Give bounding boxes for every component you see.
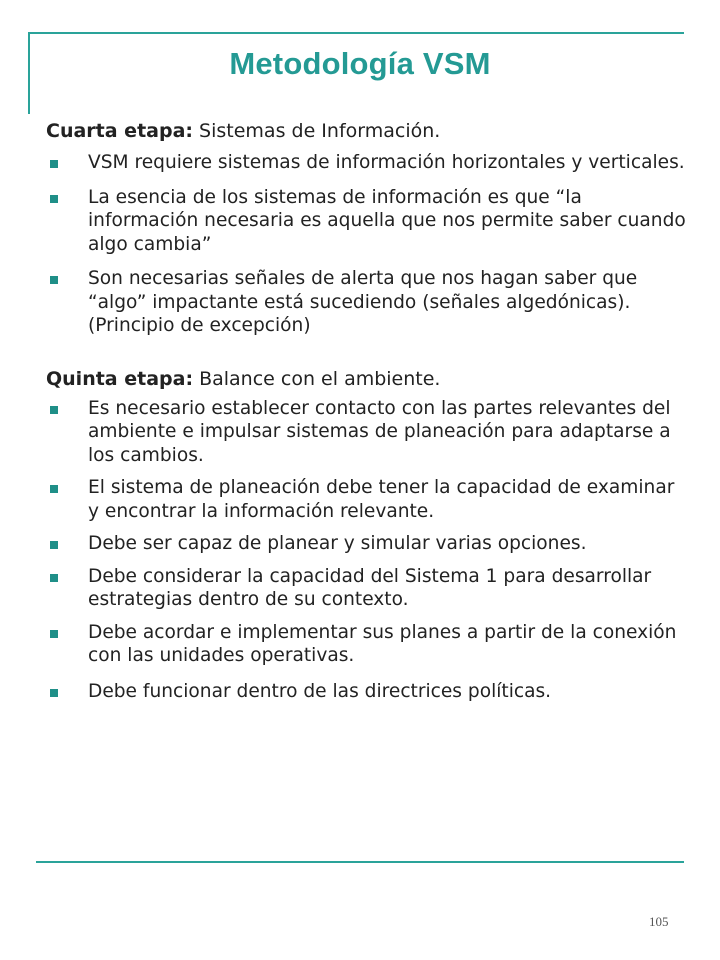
page-title: Metodología VSM <box>229 46 491 81</box>
list-item <box>46 621 686 668</box>
footer-divider <box>36 861 684 863</box>
list-item <box>46 397 686 468</box>
list-item-text: La esencia de los sistemas de información es que “la información necesaria es aquella que nos permite saber cuando algo cambia” <box>88 186 686 255</box>
list-item <box>46 680 686 704</box>
section4-heading <box>46 118 686 144</box>
square-bullet-icon <box>50 195 58 203</box>
list-item-text: Debe considerar la capacidad del Sistema 1 para desarrollar estrategias dentro de su contexto. <box>88 565 652 610</box>
list-item-text: Son necesarias señales de alerta que nos hagan saber que “algo” impactante está sucediendo (señales algedónicas). (Principio de excepción) <box>88 268 638 336</box>
slide-content <box>46 118 686 703</box>
frame-top-line <box>28 32 684 34</box>
list-item-text: Debe funcionar dentro de las directrices políticas. <box>88 680 552 702</box>
square-bullet-icon <box>50 630 58 638</box>
list-item <box>46 476 686 523</box>
section4-label: Cuarta etapa: <box>46 120 193 142</box>
section5-bullet-list <box>46 397 686 704</box>
square-bullet-icon <box>50 406 58 414</box>
list-item-text: VSM requiere sistemas de información horizontales y verticales. <box>88 152 685 173</box>
list-item <box>46 532 686 556</box>
list-item-text: Debe acordar e implementar sus planes a partir de la conexión con las unidades operativas. <box>88 621 677 666</box>
list-item <box>46 267 686 338</box>
square-bullet-icon <box>50 541 58 549</box>
square-bullet-icon <box>50 574 58 582</box>
list-item <box>46 186 686 257</box>
section4-bullet-list <box>46 151 686 338</box>
list-item <box>46 151 686 175</box>
square-bullet-icon <box>50 276 58 284</box>
list-item-text: El sistema de planeación debe tener la capacidad de examinar y encontrar la información relevante. <box>88 477 675 522</box>
square-bullet-icon <box>50 160 58 168</box>
section5-heading <box>46 366 686 392</box>
list-item <box>46 565 686 612</box>
square-bullet-icon <box>50 689 58 697</box>
page-number: 105 <box>649 914 669 929</box>
list-item-text: Debe ser capaz de planear y simular varias opciones. <box>88 533 587 554</box>
section4-text: Sistemas de Información. <box>193 120 441 142</box>
list-item-text: Es necesario establecer contacto con las partes relevantes del ambiente e impulsar sistemas de planeación para adaptarse a los cambios. <box>88 397 671 466</box>
section5-label: Quinta etapa: <box>46 367 194 390</box>
section5-text: Balance con el ambiente. <box>193 367 441 390</box>
square-bullet-icon <box>50 485 58 493</box>
